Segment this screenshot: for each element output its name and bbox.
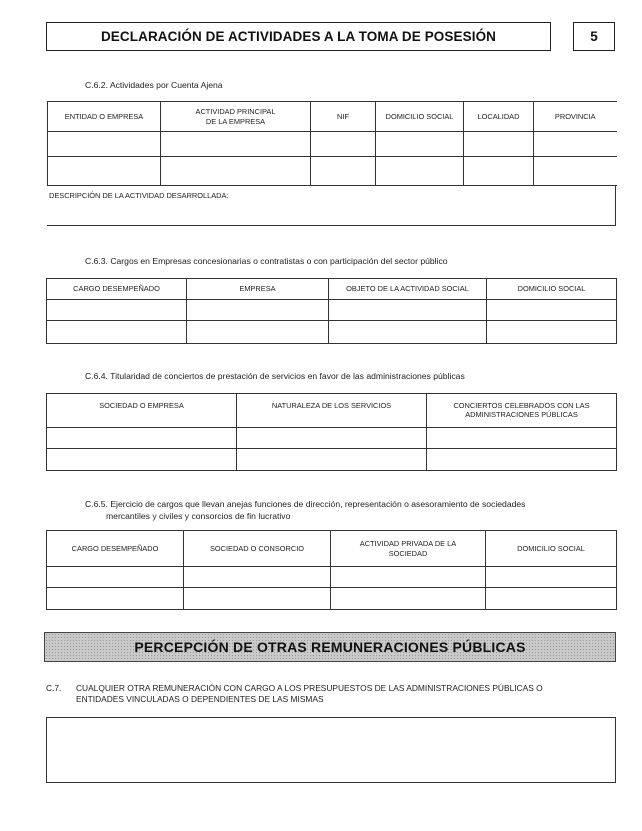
table-c64-cell[interactable] bbox=[427, 428, 617, 449]
table-c65-cell[interactable] bbox=[331, 567, 486, 588]
table-c65-cell[interactable] bbox=[47, 567, 184, 588]
table-c62-cell[interactable] bbox=[48, 157, 161, 186]
table-c63-header: CARGO DESEMPEÑADO bbox=[47, 279, 187, 300]
table-c65-cell[interactable] bbox=[486, 567, 617, 588]
table-c63-cell[interactable] bbox=[329, 321, 487, 344]
table-c64-header: CONCIERTOS CELEBRADOS CON LAS ADMINISTRACIONES PÚBLICAS bbox=[427, 394, 617, 428]
table-row bbox=[47, 588, 617, 610]
table-c63-cell[interactable] bbox=[329, 300, 487, 321]
page-number: 5 bbox=[573, 22, 615, 51]
table-c64-header: NATURALEZA DE LOS SERVICIOS bbox=[237, 394, 427, 428]
page-title: DECLARACIÓN DE ACTIVIDADES A LA TOMA DE POSESIÓN bbox=[46, 22, 551, 51]
table-c65-cell[interactable] bbox=[331, 588, 486, 610]
activity-description-label: DESCRIPCIÓN DE LA ACTIVIDAD DESARROLLADA: bbox=[49, 191, 229, 200]
table-c63-cell[interactable] bbox=[187, 300, 329, 321]
table-c62-cell[interactable] bbox=[311, 157, 376, 186]
table-c65 bbox=[46, 530, 617, 610]
section-c63-title: C.6.3. Cargos en Empresas concesionarias o contratistas o con participación del sector público bbox=[85, 256, 448, 266]
table-row bbox=[48, 132, 617, 157]
activity-description-field[interactable] bbox=[47, 185, 616, 226]
table-c65-header: CARGO DESEMPEÑADO bbox=[47, 531, 184, 567]
table-c62-header: DOMICILIO SOCIAL bbox=[376, 102, 464, 132]
section-c7-text: CUALQUIER OTRA REMUNERACIÓN CON CARGO A LOS PRESUPUESTOS DE LAS ADMINISTRACIONES PÚBLICAS O bbox=[76, 683, 543, 693]
table-c62 bbox=[47, 101, 617, 186]
table-c65-cell[interactable] bbox=[184, 588, 331, 610]
section-c65-title-continued: mercantiles y civiles y consorcios de fin lucrativo bbox=[106, 511, 291, 521]
table-row bbox=[47, 300, 617, 321]
section-banner: PERCEPCIÓN DE OTRAS REMUNERACIONES PÚBLICAS bbox=[44, 632, 616, 662]
table-c63-cell[interactable] bbox=[487, 300, 617, 321]
table-row bbox=[47, 428, 617, 449]
table-c64-cell[interactable] bbox=[237, 428, 427, 449]
table-row bbox=[47, 449, 617, 471]
table-c63-header: DOMICILIO SOCIAL bbox=[487, 279, 617, 300]
section-c7-text-continued: ENTIDADES VINCULADAS O DEPENDIENTES DE LAS MISMAS bbox=[76, 694, 324, 704]
table-c64-cell[interactable] bbox=[237, 449, 427, 471]
table-c62-header: NIF bbox=[311, 102, 376, 132]
table-c65-header: DOMICILIO SOCIAL bbox=[486, 531, 617, 567]
table-row bbox=[48, 157, 617, 186]
table-c65-header: SOCIEDAD O CONSORCIO bbox=[184, 531, 331, 567]
table-c65-cell[interactable] bbox=[47, 588, 184, 610]
table-c62-cell[interactable] bbox=[376, 132, 464, 157]
table-c64-cell[interactable] bbox=[427, 449, 617, 471]
table-c62-cell[interactable] bbox=[161, 157, 311, 186]
table-c62-header: ENTIDAD O EMPRESA bbox=[48, 102, 161, 132]
section-c62-title: C.6.2. Actividades por Cuenta Ajena bbox=[85, 80, 223, 90]
table-c62-cell[interactable] bbox=[534, 132, 617, 157]
table-row bbox=[47, 321, 617, 344]
table-c63-cell[interactable] bbox=[187, 321, 329, 344]
table-c62-cell[interactable] bbox=[534, 157, 617, 186]
table-c64 bbox=[46, 393, 617, 471]
table-c63-header: EMPRESA bbox=[187, 279, 329, 300]
table-c65-header: ACTIVIDAD PRIVADA DE LA SOCIEDAD bbox=[331, 531, 486, 567]
table-c62-cell[interactable] bbox=[464, 157, 534, 186]
table-c62-header: LOCALIDAD bbox=[464, 102, 534, 132]
table-c62-cell[interactable] bbox=[161, 132, 311, 157]
table-c62-cell[interactable] bbox=[464, 132, 534, 157]
section-c64-title: C.6.4. Titularidad de conciertos de prestación de servicios en favor de las administraciones públicas bbox=[85, 371, 465, 381]
table-c62-header: PROVINCIA bbox=[534, 102, 617, 132]
table-c65-cell[interactable] bbox=[486, 588, 617, 610]
section-c7-label: C.7. bbox=[46, 683, 62, 693]
table-c64-cell[interactable] bbox=[47, 428, 237, 449]
table-c64-header: SOCIEDAD O EMPRESA bbox=[47, 394, 237, 428]
table-c63 bbox=[46, 278, 617, 344]
section-c65-title: C.6.5. Ejercicio de cargos que llevan anejas funciones de dirección, representación o asesoramiento de sociedades bbox=[85, 499, 526, 509]
table-c63-cell[interactable] bbox=[47, 300, 187, 321]
other-remuneration-field[interactable] bbox=[46, 717, 616, 783]
table-row bbox=[47, 567, 617, 588]
table-c63-header: OBJETO DE LA ACTIVIDAD SOCIAL bbox=[329, 279, 487, 300]
table-c65-cell[interactable] bbox=[184, 567, 331, 588]
table-c64-cell[interactable] bbox=[47, 449, 237, 471]
table-c63-cell[interactable] bbox=[487, 321, 617, 344]
table-c62-header: ACTIVIDAD PRINCIPAL DE LA EMPRESA bbox=[161, 102, 311, 132]
table-c63-cell[interactable] bbox=[47, 321, 187, 344]
table-c62-cell[interactable] bbox=[48, 132, 161, 157]
table-c62-cell[interactable] bbox=[376, 157, 464, 186]
table-c62-cell[interactable] bbox=[311, 132, 376, 157]
